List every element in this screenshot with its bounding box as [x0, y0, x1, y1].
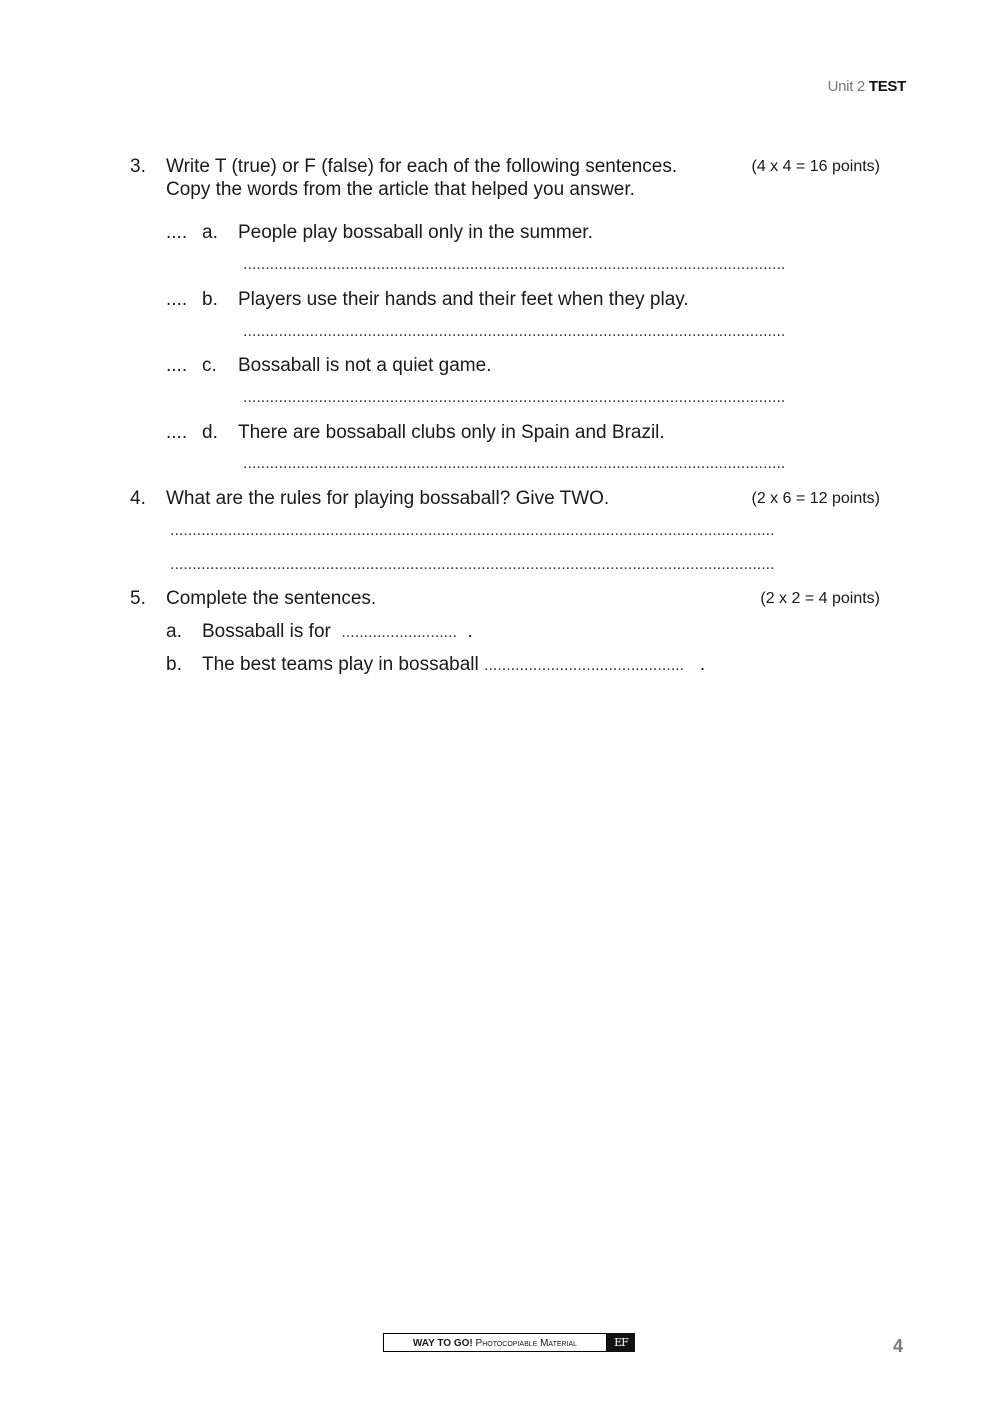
q5-points: (2 x 2 = 4 points) — [760, 590, 880, 607]
q3d-answer-line[interactable]: .......................................................................................................................... — [243, 455, 786, 472]
test-label: TEST — [868, 78, 906, 95]
publisher-logo-icon: EF — [607, 1333, 635, 1352]
q3-instruction-line2: Copy the words from the article that helped you answer. — [166, 179, 635, 200]
q4-number: 4. — [130, 488, 146, 509]
unit-label: Unit 2 — [827, 78, 865, 95]
q3b-letter: b. — [202, 289, 218, 310]
footer-label — [383, 1333, 607, 1352]
q3c-answer-line[interactable]: .......................................................................................................................... — [243, 389, 786, 406]
q3b-answer-line[interactable]: .......................................................................................................................... — [243, 323, 786, 340]
q3-instruction-line1: Write T (true) or F (false) for each of the following sentences. — [166, 156, 678, 177]
q5a-blank[interactable]: .......................... — [341, 624, 457, 641]
q5b-blank[interactable]: ............................................. — [484, 657, 685, 674]
page-number: 4 — [892, 1336, 903, 1356]
q5-instruction: Complete the sentences. — [166, 588, 377, 609]
q4-answer-line-1[interactable]: ........................................................................................................................................ — [170, 522, 775, 539]
q3a-letter: a. — [202, 222, 218, 243]
q5a-sentence — [202, 620, 473, 644]
footer-material: Photocopiable Material — [475, 1338, 578, 1349]
q5a-period: . — [467, 621, 473, 642]
q5-number: 5. — [130, 588, 146, 609]
q3a-tf-blank[interactable]: .... — [166, 222, 188, 243]
q5b-period: . — [699, 654, 706, 675]
q5b-letter: b. — [166, 654, 182, 675]
q3-number: 3. — [130, 156, 146, 177]
q3d-letter: d. — [202, 422, 218, 443]
q3a-answer-line[interactable]: .......................................................................................................................... — [243, 256, 786, 273]
q4-points: (2 x 6 = 12 points) — [751, 490, 880, 507]
q3d-statement: There are bossaball clubs only in Spain and Brazil. — [238, 422, 665, 443]
unit-header — [828, 78, 906, 95]
q3b-statement: Players use their hands and their feet when they play. — [238, 289, 689, 310]
q3c-letter: c. — [202, 355, 217, 376]
q3-points: (4 x 4 = 16 points) — [751, 158, 880, 175]
q5b-text: The best teams play in bossaball — [202, 654, 479, 675]
q4-answer-line-2[interactable]: ........................................................................................................................................ — [170, 556, 775, 573]
q5a-letter: a. — [166, 621, 182, 642]
q3c-statement: Bossaball is not a quiet game. — [238, 355, 492, 376]
q5a-text: Bossaball is for — [202, 621, 331, 642]
q3c-tf-blank[interactable]: .... — [166, 355, 188, 376]
q3a-statement: People play bossaball only in the summer. — [238, 222, 593, 243]
q3b-tf-blank[interactable]: .... — [166, 289, 188, 310]
q3d-tf-blank[interactable]: .... — [166, 422, 188, 443]
q4-question: What are the rules for playing bossaball? Give TWO. — [166, 488, 610, 509]
q5b-sentence — [202, 653, 705, 677]
footer-brand: WAY TO GO! — [412, 1338, 473, 1349]
